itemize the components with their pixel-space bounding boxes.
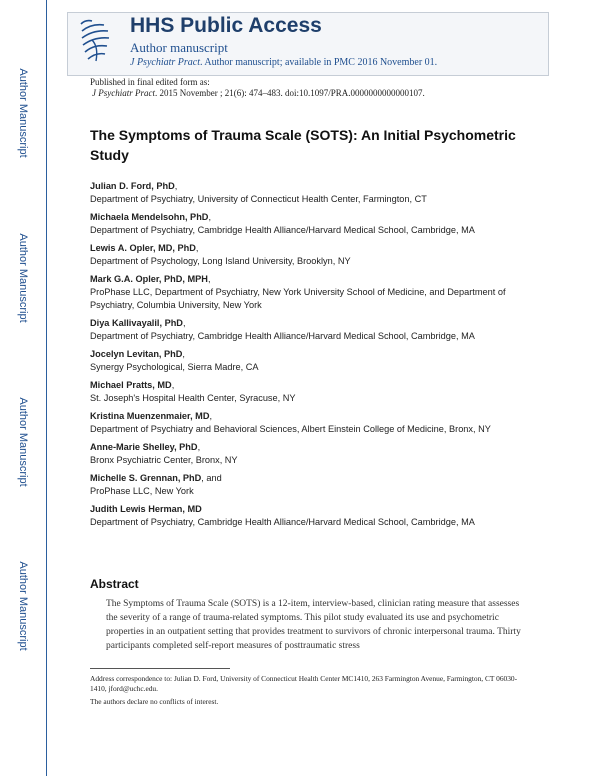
paper-title: The Symptoms of Trauma Scale (SOTS): An Initial Psychometric Study — [90, 127, 516, 163]
journal-name: J Psychiatr Pract — [130, 57, 200, 68]
author-affiliation: Department of Psychiatry, Cambridge Health Alliance/Harvard Medical School, Cambridge, MA — [90, 517, 475, 527]
author-name: Diya Kallivayalil, PhD — [90, 318, 183, 328]
journal-name: J Psychiatr Pract — [92, 88, 155, 98]
published-line: Published in final edited form as: — [90, 77, 210, 87]
author-list — [90, 180, 530, 534]
author-name: Lewis A. Opler, MD, PhD — [90, 243, 196, 253]
author-entry: Jocelyn Levitan, PhD, Synergy Psychological, Sierra Madre, CA — [90, 348, 530, 374]
hhs-citation-rest: . Author manuscript; available in PMC 2016 November 01. — [199, 57, 438, 68]
author-entry — [90, 472, 530, 498]
author-affiliation: Department of Psychiatry, Cambridge Health Alliance/Harvard Medical School, Cambridge, MA — [90, 331, 475, 341]
hhs-eagle-logo-icon — [78, 18, 112, 64]
abstract-text: The Symptoms of Trauma Scale (SOTS) is a 12-item, interview-based, clinician rating measure that assesses the severity of a range of trauma-related symptoms. This pilot study evaluated its use and psychometric properties in an outpatient setting that provides treatment to survivors of chronic interpersonal trauma. Thirty participants completed self-report measures of posttraumatic stress — [106, 599, 521, 651]
author-manuscript-label: Author manuscript — [130, 40, 228, 55]
author-affiliation: Department of Psychiatry and Behavioral Sciences, Albert Einstein College of Medicine, Bronx, NY — [90, 424, 491, 434]
hhs-citation — [130, 57, 437, 68]
author-affiliation: Bronx Psychiatric Center, Bronx, NY — [90, 455, 238, 465]
author-affiliation: Synergy Psychological, Sierra Madre, CA — [90, 362, 259, 372]
footnote-divider — [90, 668, 230, 669]
author-name: Michaela Mendelsohn, PhD — [90, 212, 209, 222]
author-entry: Kristina Muenzenmaier, MD, Department of Psychiatry and Behavioral Sciences, Albert Einstein College of Medicine, Bronx, NY — [90, 410, 530, 436]
author-affiliation: Department of Psychiatry, University of Connecticut Health Center, Farmington, CT — [90, 194, 427, 204]
author-entry: Julian D. Ford, PhD, Department of Psychiatry, University of Connecticut Health Center, Farmington, CT — [90, 180, 530, 206]
author-entry: Lewis A. Opler, MD, PhD, Department of Psychology, Long Island University, Brooklyn, NY — [90, 242, 530, 268]
author-entry — [90, 503, 530, 529]
author-entry: Michaela Mendelsohn, PhD, Department of Psychiatry, Cambridge Health Alliance/Harvard Medical School, Cambridge, MA — [90, 211, 530, 237]
author-affiliation: St. Joseph's Hospital Health Center, Syracuse, NY — [90, 393, 296, 403]
publication-citation — [92, 88, 425, 98]
author-name: Anne-Marie Shelley, PhD — [90, 442, 198, 452]
author-affiliation: Department of Psychiatry, Cambridge Health Alliance/Harvard Medical School, Cambridge, MA — [90, 225, 475, 235]
author-name: Jocelyn Levitan, PhD — [90, 349, 183, 359]
author-name: Michelle S. Grennan, PhD — [90, 473, 202, 483]
footnotes — [90, 674, 530, 710]
author-name: Kristina Muenzenmaier, MD — [90, 411, 210, 421]
conflicts-note: The authors declare no conflicts of interest. — [90, 697, 219, 706]
author-name: Michael Pratts, MD — [90, 380, 172, 390]
author-name: Julian D. Ford, PhD — [90, 181, 175, 191]
hhs-public-access-title: HHS Public Access — [130, 14, 322, 37]
author-affiliation: ProPhase LLC, New York — [90, 486, 194, 496]
author-entry: Anne-Marie Shelley, PhD, Bronx Psychiatric Center, Bronx, NY — [90, 441, 530, 467]
correspondence-note: Address correspondence to: Julian D. Ford, University of Connecticut Health Center MC1410, 263 Farmington Avenue, Farmington, CT 06030-1410, jford@uchc.edu. — [90, 674, 518, 693]
author-name: Judith Lewis Herman, MD — [90, 504, 202, 514]
author-affiliation: Department of Psychology, Long Island University, Brooklyn, NY — [90, 256, 351, 266]
abstract-heading: Abstract — [90, 577, 139, 591]
author-affiliation: ProPhase LLC, Department of Psychiatry, New York University School of Medicine, and Department of Psychiatry, Columbia University, New York — [90, 287, 506, 310]
publication-citation-rest: . 2015 November ; 21(6): 474–483. doi:10.1097/PRA.0000000000000107. — [154, 88, 425, 98]
author-entry: Mark G.A. Opler, PhD, MPH, ProPhase LLC, Department of Psychiatry, New York University School of Medicine, and Department of Psychiatry, Columbia University, New York — [90, 273, 530, 312]
author-entry: Diya Kallivayalil, PhD, Department of Psychiatry, Cambridge Health Alliance/Harvard Medical School, Cambridge, MA — [90, 317, 530, 343]
author-manuscript-sidebar: Author Manuscript Author Manuscript Author Manuscript Author Manuscript — [0, 0, 47, 776]
author-entry: Michael Pratts, MD, St. Joseph's Hospital Health Center, Syracuse, NY — [90, 379, 530, 405]
author-suffix: , and — [201, 473, 222, 483]
author-name: Mark G.A. Opler, PhD, MPH — [90, 274, 208, 284]
